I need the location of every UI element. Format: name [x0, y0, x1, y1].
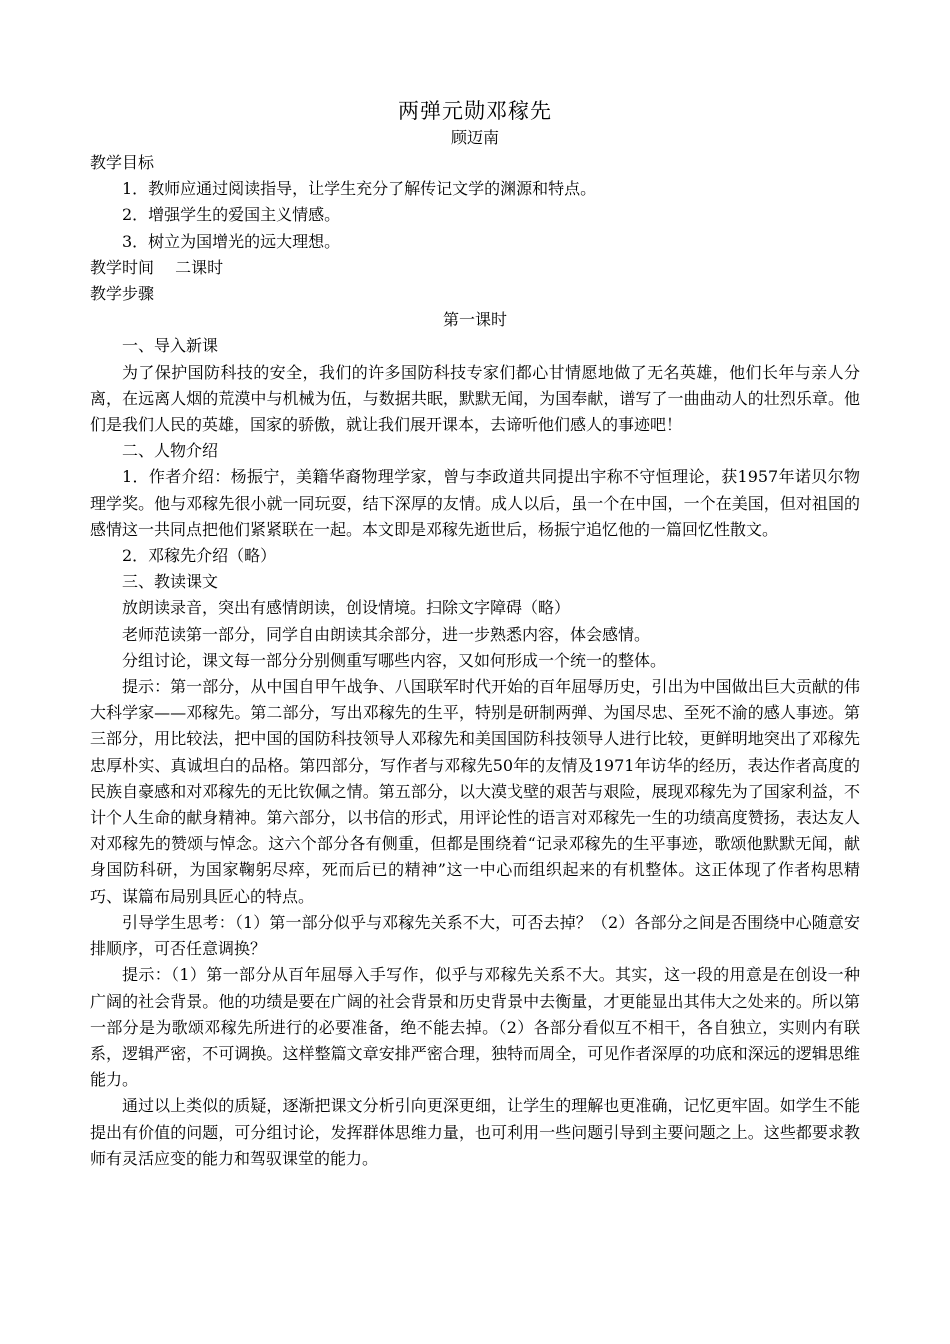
- paragraph: 为了保护国防科技的安全，我们的许多国防科技专家们都心甘情愿地做了无名英雄，他们长年与亲人分离，在远离人烟的荒漠中与机械为伍，与数据共眠，默默无闻，为国奉献，谱写了一曲曲动人的壮烈乐章。他们是我们人民的英雄，国家的骄傲，就让我们展开课本，去谛听他们感人的事迹吧！: [90, 362, 860, 435]
- paragraph: 1．作者介绍：杨振宁，美籍华裔物理学家，曾与李政道共同提出宇称不守恒理论，获1957年诺贝尔物理学奖。他与邓稼先很小就一同玩耍，结下深厚的友情。成人以后，虽一个在中国，一个在美国，但对祖国的感情这一共同点把他们紧紧联在一起。本文即是邓稼先逝世后，杨振宁追忆他的一篇回忆性散文。: [90, 467, 860, 539]
- paragraph: 提示：（1）第一部分从百年屈辱入手写作，似乎与邓稼先关系不大。其实，这一段的用意是在创设一种广阔的社会背景。他的功绩是要在广阔的社会背景和历史背景中去衡量，才更能显出其伟大之处来的。所以第一部分是为歌颂邓稼先所进行的必要准备，绝不能去掉。（2）各部分看似互不相干，各自独立，实则内有联系，逻辑严密，不可调换。这样整篇文章安排严密合理，独特而周全，可见作者深厚的功底和深远的逻辑思维能力。: [90, 965, 860, 1090]
- document-title: 两弹元勋邓稼先: [398, 99, 552, 123]
- section-heading: 一、导入新课: [122, 336, 219, 356]
- section-heading: 二、人物介绍: [122, 441, 219, 461]
- paragraph: 老师范读第一部分，同学自由朗读其余部分，进一步熟悉内容，体会感情。: [122, 624, 651, 644]
- paragraph: 放朗读录音，突出有感情朗读，创设情境。扫除文字障碍（略）: [122, 598, 571, 618]
- paragraph: 通过以上类似的质疑，逐渐把课文分析引向更深更细，让学生的理解也更准确，记忆更牢固。如学生不能提出有价值的问题，可分组讨论，发挥群体思维力量，也可利用一些问题引导到主要问题之上。这些都要求教师有灵活应变的能力和驾驭课堂的能力。: [90, 1096, 860, 1168]
- teaching-time: 教学时间 二课时: [90, 257, 224, 277]
- lesson-heading: 第一课时: [442, 310, 507, 330]
- objective-item: 3．树立为国增光的远大理想。: [122, 231, 341, 251]
- objective-item: 2．增强学生的爱国主义情感。: [122, 205, 341, 225]
- document-author: 顾迈南: [450, 128, 499, 147]
- objectives-heading: 教学目标: [90, 153, 155, 172]
- paragraph: 分组讨论，课文每一部分分别侧重写哪些内容，又如何形成一个统一的整体。: [122, 650, 667, 670]
- section-heading: 三、教读课文: [122, 572, 219, 592]
- objective-item: 1．教师应通过阅读指导，让学生充分了解传记文学的渊源和特点。: [122, 179, 597, 199]
- paragraph: 提示：第一部分，从中国自甲午战争、八国联军时代开始的百年屈辱历史，引出为中国做出巨大贡献的伟大科学家——邓稼先。第二部分，写出邓稼先的生平，特别是研制两弹、为国尽忠、至死不渝的感人事迹。第三部分，用比较法，把中国的国防科技领导人邓稼先和美国国防科技领导人进行比较，更鲜明地突出了邓稼先忠厚朴实、真诚坦白的品格。第四部分，写作者与邓稼先50年的友情及1971年访华的经历，表达作者高度的民族自豪感和对邓稼先的无比钦佩之情。第五部分，以大漠戈壁的艰苦与艰险，展现邓稼先为了国家利益，不计个人生命的献身精神。第六部分，以书信的形式，用评论性的语言对邓稼先一生的功绩高度赞扬，表达友人对邓稼先的赞颂与悼念。这六个部分各有侧重，但都是围绕着“记录邓稼先的生平事迹，歌颂他默默无闻，献身国防科研，为国家鞠躬尽瘁，死而后已的精神”这一中心而组织起来的有机整体。这正体现了作者构思精巧、谋篇布局别具匠心的特点。: [90, 677, 860, 906]
- paragraph: 2．邓稼先介绍（略）: [122, 546, 277, 566]
- paragraph: 引导学生思考：（1）第一部分似乎与邓稼先关系不大，可否去掉？（2）各部分之间是否围绕中心随意安排顺序，可否任意调换？: [90, 912, 860, 959]
- steps-heading: 教学步骤: [90, 284, 155, 304]
